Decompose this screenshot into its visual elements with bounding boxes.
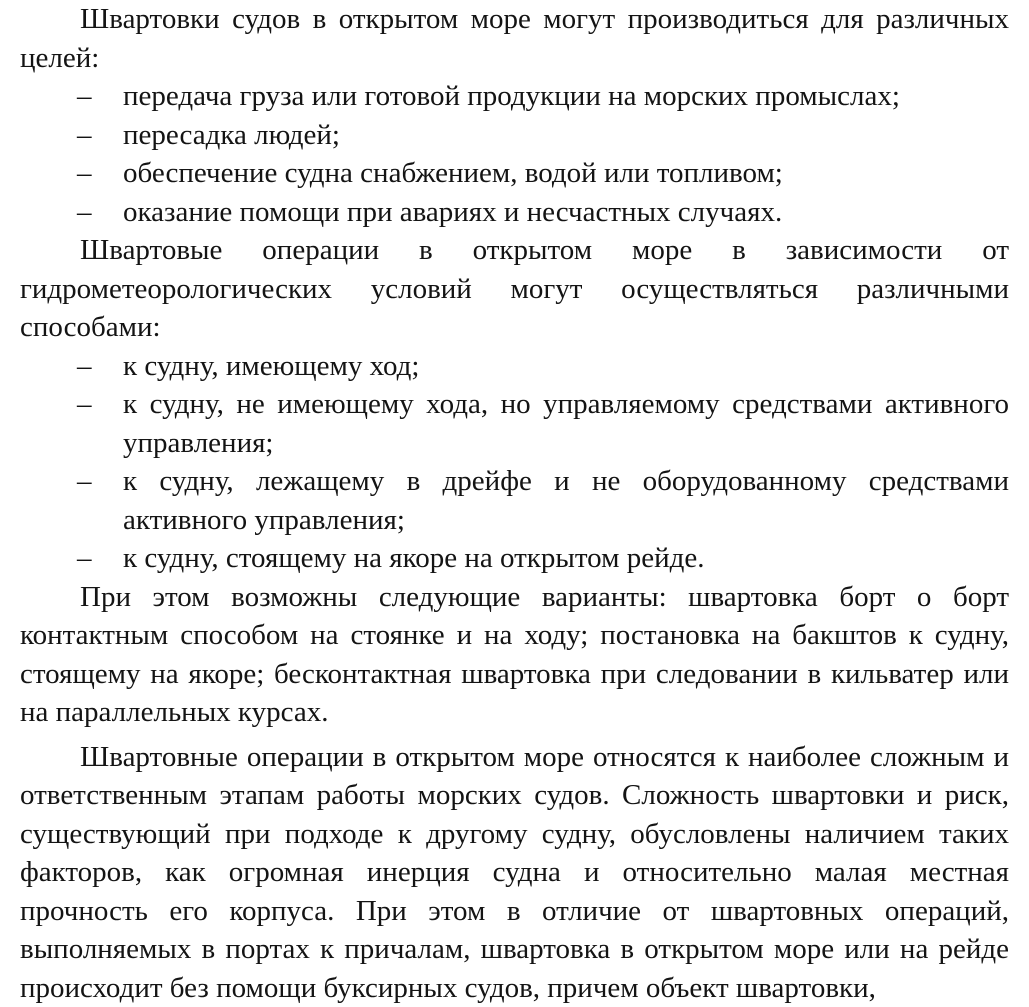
purposes-list	[20, 77, 1009, 231]
list-item-text: к судну, не имеющему хода, но управляемому средствами активного управления;	[123, 388, 1009, 459]
list-item-text: оказание помощи при авариях и несчастных случаях.	[123, 196, 782, 228]
list-dash: –	[77, 385, 92, 424]
list-dash: –	[77, 347, 92, 386]
paragraph-purposes: Швартовки судов в открытом море могут производиться для различных целей:	[20, 0, 1009, 77]
paragraph-methods: Швартовые операции в открытом море в зависимости от гидрометеорологических условий могут осуществляться различными способами:	[20, 231, 1009, 347]
document-page	[20, 0, 1009, 1007]
list-item	[20, 347, 1009, 386]
list-item-text: обеспечение судна снабжением, водой или топливом;	[123, 157, 783, 189]
list-dash: –	[77, 193, 92, 232]
methods-list	[20, 347, 1009, 578]
list-dash: –	[77, 539, 92, 578]
list-item	[20, 385, 1009, 462]
list-item	[20, 539, 1009, 578]
list-dash: –	[77, 154, 92, 193]
list-dash: –	[77, 462, 92, 501]
list-item-text: передача груза или готовой продукции на морских промыслах;	[123, 80, 900, 112]
list-item	[20, 154, 1009, 193]
list-item	[20, 77, 1009, 116]
paragraph-complexity: Швартовные операции в открытом море относятся к наиболее сложным и ответственным этапам работы морских судов. Сложность швартовки и риск, существующий при подходе к другому судну, обусловлены наличием таких факторов, как огромная инерция судна и относительно малая местная прочность его корпуса. При этом в отличие от швартовных операций, выполняемых в портах к причалам, швартовка в открытом море или на рейде происходит без помощи буксирных судов, причем объект швартовки,	[20, 738, 1009, 1007]
paragraph-variants: При этом возможны следующие варианты: швартовка борт о борт контактным способом на стоянке и на ходу; постановка на бакштов к судну, стоящему на якоре; бесконтактная швартовка при следовании в кильватер или на параллельных курсах.	[20, 578, 1009, 732]
list-item	[20, 462, 1009, 539]
list-dash: –	[77, 77, 92, 116]
list-item-text: к судну, стоящему на якоре на открытом рейде.	[123, 542, 704, 574]
list-item	[20, 193, 1009, 232]
list-item-text: пересадка людей;	[123, 119, 340, 151]
list-item-text: к судну, имеющему ход;	[123, 350, 419, 382]
list-item	[20, 116, 1009, 155]
list-item-text: к судну, лежащему в дрейфе и не оборудованному средствами активного управления;	[123, 465, 1009, 536]
list-dash: –	[77, 116, 92, 155]
